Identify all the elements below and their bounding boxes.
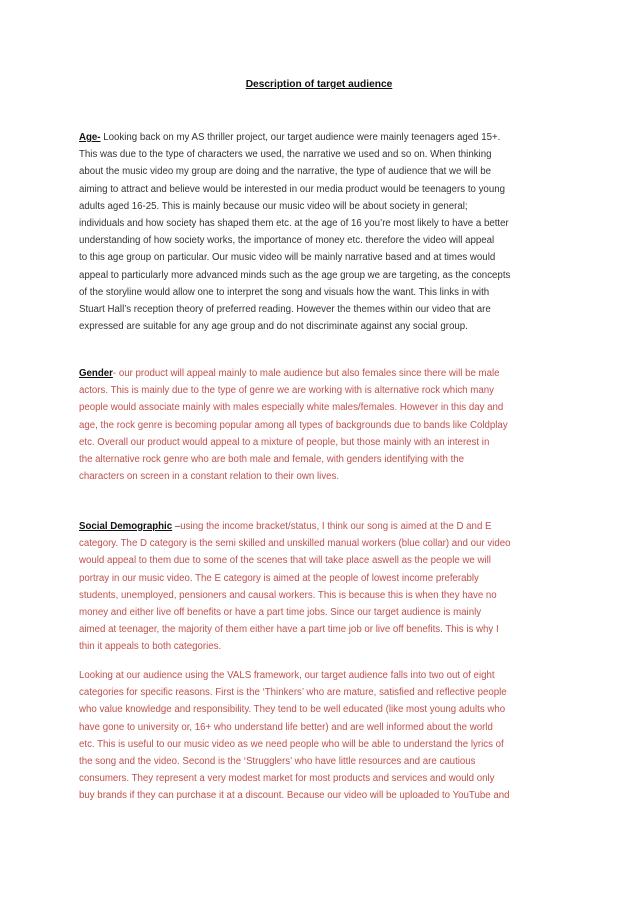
vals-line: the song and the video. Second is the ‘Strugglers’ who have little resources and are cautious xyxy=(79,756,476,768)
age-line: aiming to attract and believe would be interested in our media product would be teenagers to young xyxy=(79,183,505,195)
social-line: students, unemployed, pensioners and causal workers. This is because this is when they have no xyxy=(79,589,497,601)
vals-line: Looking at our audience using the VALS framework, our target audience falls into two out of eight xyxy=(79,670,495,681)
gender-line: people would associate mainly with males especially white males/females. However in this day and xyxy=(79,402,504,414)
social-line: portray in our music video. The E category is aimed at the people of lowest income preferably xyxy=(79,572,479,584)
vals-line: consumers. They represent a very modest market for most products and services and would only xyxy=(79,773,495,785)
age-heading: Age- xyxy=(79,132,101,143)
age-first-text: Looking back on my AS thriller project, our target audience were mainly teenagers aged 15+. xyxy=(100,132,501,143)
social-demographic-paragraph xyxy=(79,518,565,656)
social-line: would appeal to them due to some of the scenes that will take place aswell as the people we will xyxy=(79,555,491,567)
age-line: This was due to the type of characters we used, the narrative we used and so on. When thinking xyxy=(79,149,492,161)
gender-line: the alternative rock genre who are both male and female, with genders identifying with the xyxy=(79,454,465,466)
age-line: appeal to particularly more advanced minds such as the age group we are targeting, as the concepts xyxy=(79,269,511,281)
document-title: Description of target audience xyxy=(245,79,393,90)
age-first-line xyxy=(79,129,565,146)
age-line: individuals and how society has shaped them etc. at the age of 16 you’re most likely to have a better xyxy=(79,218,509,230)
vals-line: etc. This is useful to our music video as we need people who will be able to understand the lyrics of xyxy=(79,738,504,750)
social-line: money and either live off benefits or have a part time jobs. Since our target audience is mainly xyxy=(79,607,482,619)
age-line: of the storyline would allow one to interpret the song and visuals how the want. This links in with xyxy=(79,286,490,298)
social-heading: Social Demographic xyxy=(79,521,173,532)
social-line: aimed at teenager, the majority of them either have a part time job or live off benefits. This is why I xyxy=(79,624,499,636)
age-line: to this age group on particular. Our music video will be mainly narrative based and at times would xyxy=(79,252,496,264)
gender-paragraph xyxy=(79,365,565,485)
gender-heading: Gender xyxy=(79,368,113,379)
social-line: thin it appeals to both categories. xyxy=(79,641,222,653)
vals-line: categories for specific reasons. First is the ‘Thinkers’ who are mature, satisfied and reflective people xyxy=(79,687,507,699)
gender-line: etc. Overall our product would appeal to a mixture of people, but those mainly with an interest in xyxy=(79,436,490,448)
vals-paragraph xyxy=(79,667,565,805)
social-dash: – xyxy=(172,521,181,532)
gender-line: age, the rock genre is becoming popular among all types of backgrounds due to bands like Coldplay xyxy=(79,419,508,431)
gender-first-text: - our product will appeal mainly to male audience but also females since there will be male xyxy=(112,368,500,379)
age-line: about the music video my group are doing and the narrative, the type of audience that we will be xyxy=(79,166,491,178)
age-line: understanding of how society works, the importance of money etc. therefore the video will appeal xyxy=(79,235,495,247)
age-line: expressed are suitable for any age group and do not discriminate against any social group. xyxy=(79,321,468,333)
social-first-text: using the income bracket/status, I think our song is aimed at the D and E xyxy=(180,521,492,532)
gender-line: characters on screen in a constant relation to their own lives. xyxy=(79,471,340,483)
age-line: adults aged 16-25. This is mainly because our music video will be about society in general; xyxy=(79,200,468,212)
gender-first-line xyxy=(79,365,565,382)
age-line: Stuart Hall’s reception theory of preferred reading. However the themes within our video that are xyxy=(79,304,491,316)
social-line: category. The D category is the semi skilled and unskilled manual workers (blue collar) and our video xyxy=(79,538,511,550)
age-paragraph xyxy=(79,129,565,335)
social-first-line xyxy=(79,518,565,535)
vals-line: who value knowledge and responsibility. They tend to be well educated (like most young adults who xyxy=(79,704,506,716)
vals-line: buy brands if they can purchase it at a discount. Because our video will be uploaded to YouTube and xyxy=(79,790,510,802)
gender-line: actors. This is mainly due to the type of genre we are working with is alternative rock which many xyxy=(79,385,494,397)
vals-line: have gone to university or, 16+ who understand life better) and are well informed about the world xyxy=(79,721,493,733)
